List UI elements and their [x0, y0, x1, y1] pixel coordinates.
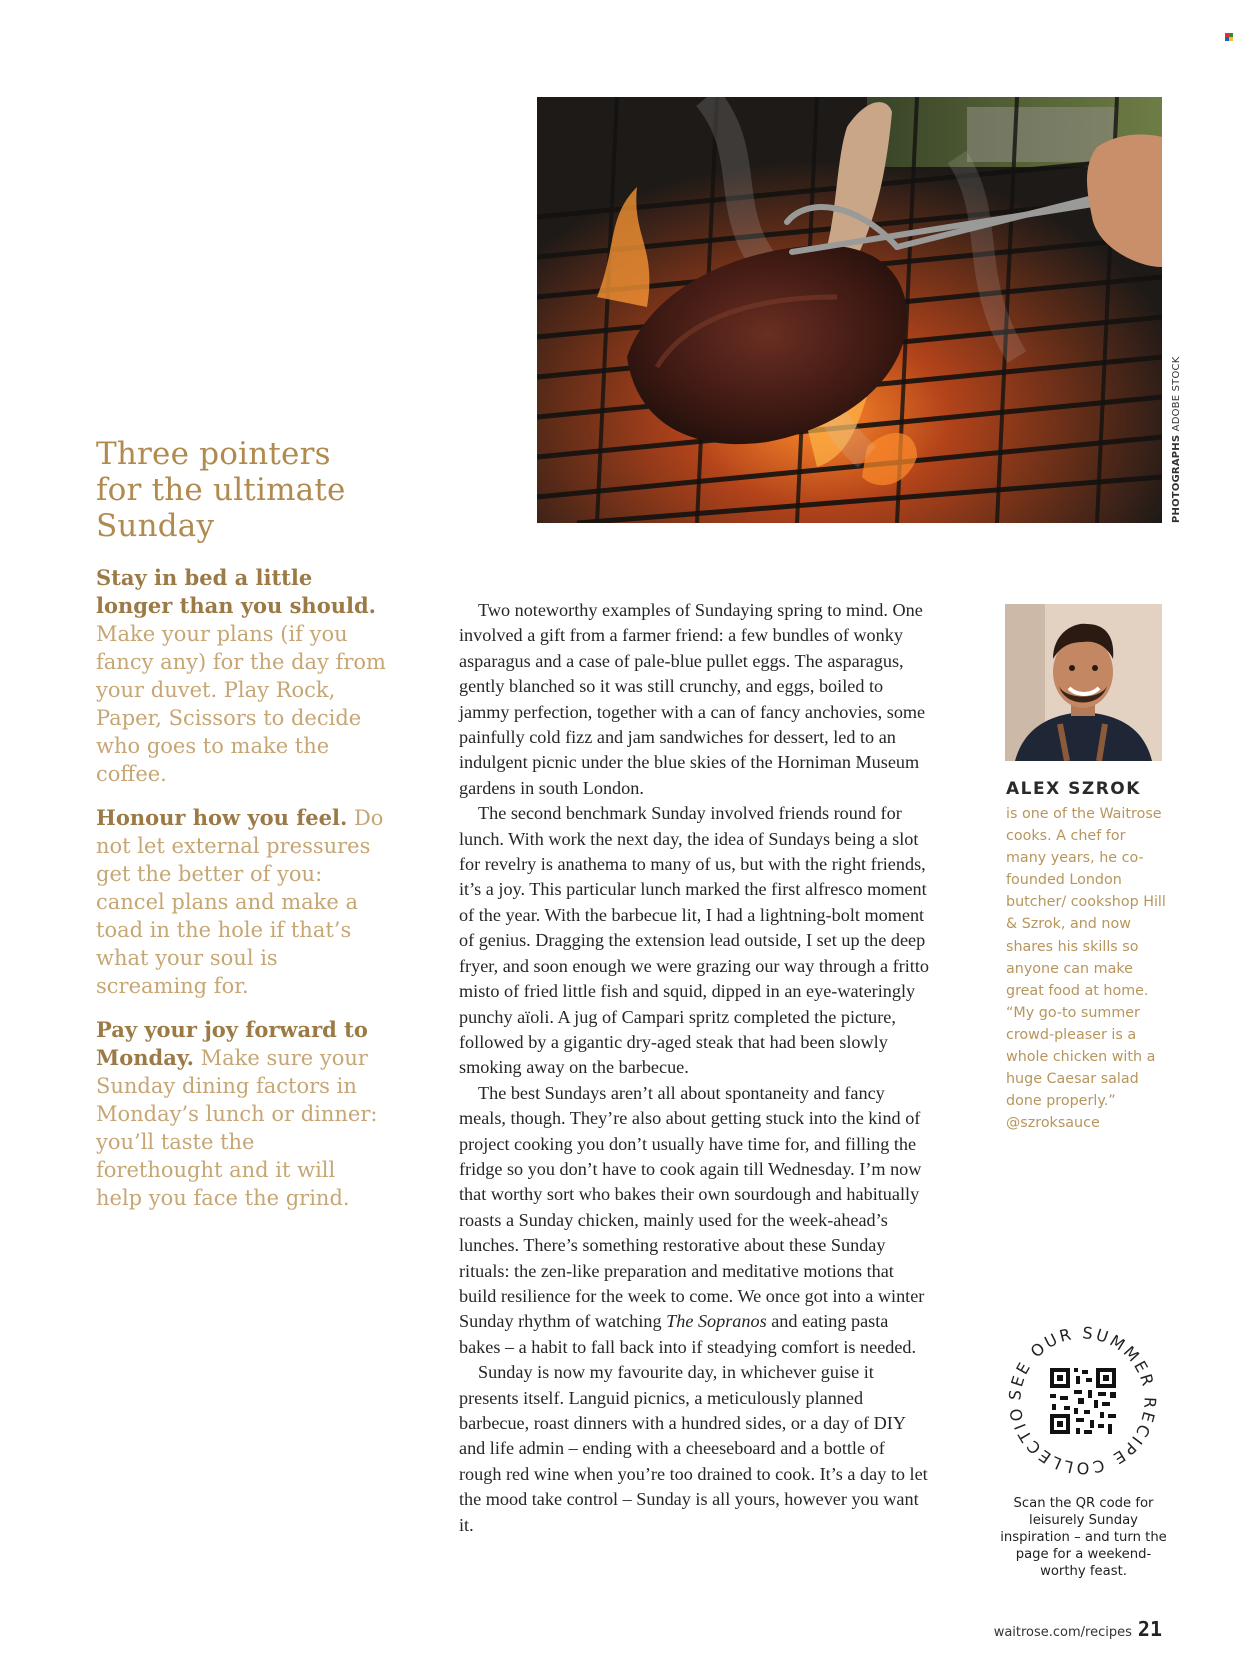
pointer-text: Make sure your Sunday dining factors in Monday’s lunch or dinner: you’ll taste the forethought and it will help you face the grind.	[96, 1046, 378, 1210]
pointer-item	[96, 804, 386, 1000]
article-paragraph: The second benchmark Sunday involved friends round for lunch. With work the next day, the idea of Sundays being a slot for revelry is anathema to many of us, but with the right friends, it’s a joy. This particular lunch marked the first alfresco moment of the year. With the barbecue lit, I had a lightning-bolt moment of genius. Dragging the extension lead outside, I set up the deep fryer, and soon enough we were grazing our way through a fritto misto of fried little fish and squid, dipped in an eye-wateringly punchy aïoli. A jug of Campari spritz completed the picture, followed by a gigantic dry-aged steak that had been slowly smoking away on the barbecue.	[459, 803, 929, 1078]
pointer-text: Do not let external pressures get the better of you: cancel plans and make a toad in the hole if that’s what your soul is screaming for.	[96, 806, 384, 998]
article-paragraph: Sunday is now my favourite day, in whichever guise it presents itself. Languid picnics, a meticulously planned barbecue, roast dinners with a hundred sides, or a day of DIY and life admin – ending with a cheeseboard and a bottle of rough red wine when you’re too drained to cook. It’s a day to let the mood take control – Sunday is all yours, however you want it.	[459, 1362, 928, 1535]
qr-code-badge[interactable]	[1000, 1318, 1165, 1483]
sidebar-pointers	[96, 436, 386, 1228]
page-number: 21	[1137, 1617, 1162, 1641]
chef-bio: is one of the Waitrose cooks. A chef for many years, he co-founded London butcher/ cookshop Hill & Szrok, and now shares his skills so anyone can make great food at home. “My go-to summer crowd-pleaser is a whole chicken with a huge Caesar salad done properly.” @szroksauce	[1006, 806, 1166, 1132]
pointer-lead: Stay in bed a little longer than you should.	[96, 565, 376, 618]
article-body	[459, 598, 929, 1538]
pointer-item	[96, 564, 386, 788]
pointer-lead: Pay your joy forward to Monday.	[96, 1017, 368, 1070]
pointer-item	[96, 1016, 386, 1212]
show-title: The Sopranos	[666, 1311, 767, 1332]
qr-ring-text: SEE OUR SUMMER RECIPE COLLECTIO	[1005, 1323, 1160, 1478]
pointer-text: Make your plans (if you fancy any) for the day from your duvet. Play Rock, Paper, Scissors to decide who goes to make the coffee.	[96, 622, 386, 786]
footer-url[interactable]: waitrose.com/recipes	[993, 1625, 1132, 1640]
chef-name: ALEX SZROK	[1006, 779, 1141, 799]
chef-portrait	[1005, 604, 1162, 761]
article-paragraph: Two noteworthy examples of Sundaying spring to mind. One involved a gift from a farmer friend: a few bundles of wonky asparagus and a case of pale-blue pullet eggs. The asparagus, gently blanched so it was still crunchy, and eggs, boiled to jammy perfection, together with a can of fancy anchovies, some painfully cold fizz and jam sandwiches for dessert, led to an indulgent picnic under the blue skies of the Horniman Museum gardens in south London.	[459, 600, 926, 798]
hero-photo-steak-on-grill	[537, 97, 1162, 523]
sidebar-title: Three pointers for the ultimate Sunday	[96, 436, 346, 544]
qr-code-icon	[1048, 1366, 1118, 1436]
pointer-lead: Honour how you feel.	[96, 805, 348, 830]
page-footer	[994, 1617, 1162, 1641]
article-paragraph: The best Sundays aren’t all about spontaneity and fancy meals, though. They’re also about getting stuck into the kind of project cooking you don’t usually have time for, and filling the fridge so you don’t have to cook again till Wednesday. I’m now that worthy sort who bakes their own sourdough and habitually roasts a Sunday chicken, mainly used for the week-ahead’s lunches. There’s something restorative about these Sunday rituals: the zen-like preparation and meditative motions that build resilience for the week to come. We once got into a winter Sunday rhythm of watching The Sopranos and eating pasta bakes – a habit to fall back into if steadying comfort is needed.	[459, 1082, 925, 1357]
registration-mark	[1225, 33, 1233, 41]
qr-caption: Scan the QR code for leisurely Sunday inspiration – and turn the page for a weekend-worthy feast.	[1000, 1496, 1167, 1579]
photo-credit: PHOTOGRAPHS ADOBE STOCK	[1171, 356, 1182, 523]
